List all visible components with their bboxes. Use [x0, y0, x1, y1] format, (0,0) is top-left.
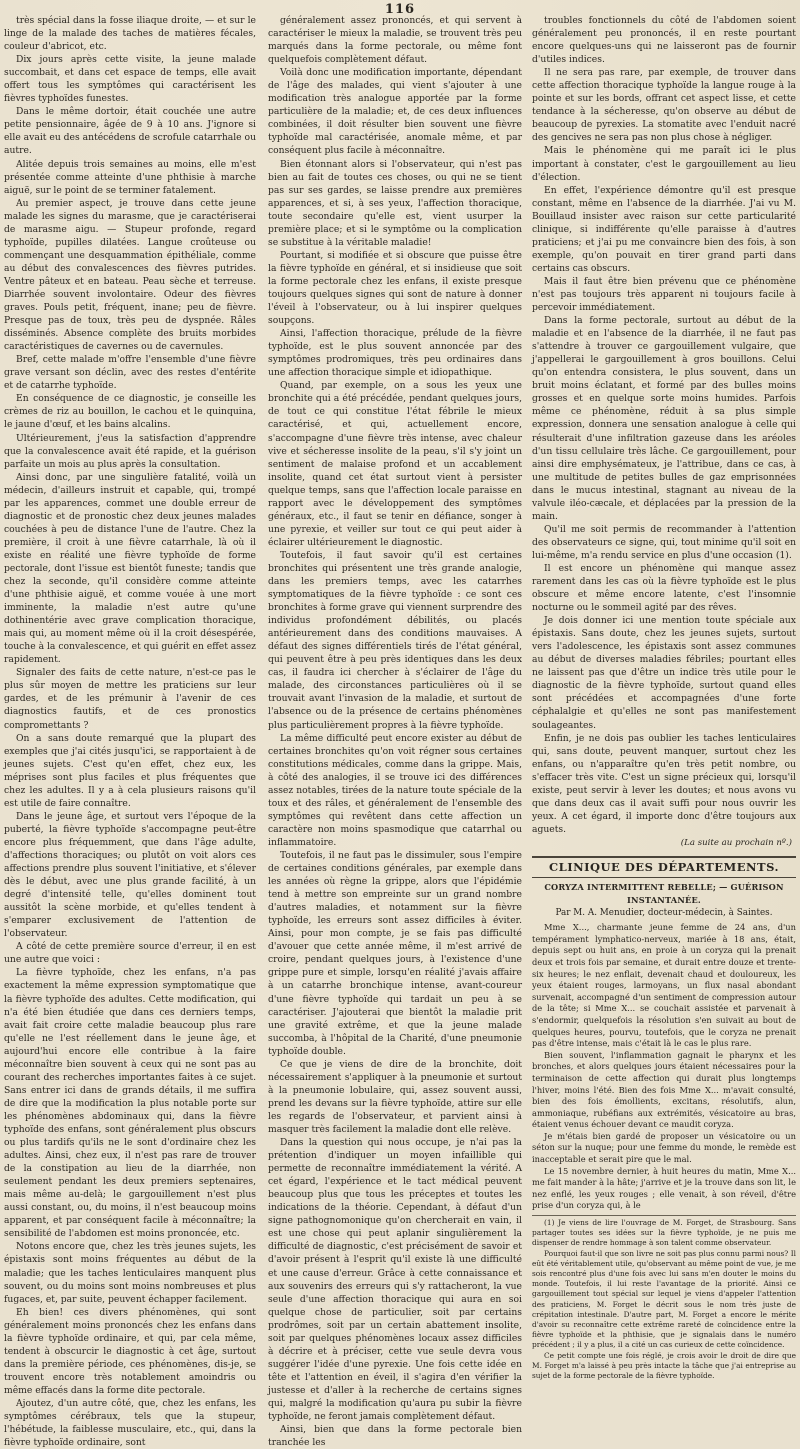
paragraph: A côté de cette première source d'erreur, il en est une autre que voici :: [4, 941, 256, 966]
column-1: [4, 14, 256, 1449]
paragraph: Notons encore que, chez les très jeunes sujets, les épistaxis sont moins fréquentes au début de la maladie; que les taches lenticulaires manquent plus souvent, ou du moins sont moins nombreuses et plus fugaces, et, par suite, peuvent échapper facilement.: [4, 1241, 256, 1305]
paragraph: Alitée depuis trois semaines au moins, elle m'est présentée comme atteinte d'une phthisie à marche aiguë, sur le point de se terminer fatalement.: [4, 158, 256, 196]
continuation-note: (La suite au prochain nº.): [680, 837, 792, 848]
paragraph: Je m'étais bien gardé de proposer un vésicatoire ou un séton sur la nuque; pour une femme du monde, le remède est inacceptable et serait pire que le mal.: [532, 1130, 796, 1165]
paragraph: On a sans doute remarqué que la plupart des exemples que j'ai cités jusqu'ici, se rapportaient à de jeunes sujets. C'est qu'en effet, chez eux, les méprises sont plus faciles et plus fréquentes que chez les adultes. Il y a à cela plusieurs raisons qu'il est utile de faire connaître.: [4, 732, 256, 809]
column-2: [268, 14, 522, 1449]
paragraph: Au premier aspect, je trouve dans cette jeune malade les signes du marasme, que je caractériserai de marasme aigu. — Stupeur profonde, regard typhoïde, pupilles dilatées. Langue croûteuse ou commençant une desquammation épithéliale, comme au début des convalescences des fièvres putrides. Ventre pâteux et en bateau. Peau sèche et terreuse. Diarrhée souvent involontaire. Odeur des fièvres graves. Pouls petit, fréquent, inane; peu de fièvre. Presque pas de toux, très peu de dyspnée. Râles disséminés. Absence complète des bruits morbides caractéristiques de cavernes ou de cavernules.: [4, 197, 256, 353]
paragraph: Dans la question qui nous occupe, je n'ai pas la prétention d'indiquer un moyen infaillible qui permette de reconnaître immédiatement la vérité. A cet égard, l'expérience et le tact médical peuvent beaucoup plus que tous les préceptes et toutes les indications de la théorie. Cependant, à défaut d'un signe pathognomonique qu'on chercherait en vain, il est une chose qui peut aplanir singulièrement la difficulté de diagnostic, c'est précisément de savoir et d'avoir présent à l'esprit qu'il existe là une difficulté et une cause d'erreur. Grâce à cette connaissance et aux souvenirs des erreurs qui s'y rattacheront, la vue seule d'une affection thoracique qui aura en soi quelque chose de particulier, soit par certains prodrômes, soit par un certain abattement insolite, soit par quelques phénomènes locaux assez difficiles à décrire et à préciser, cette vue seule devra vous suggérer l'idée d'une pyrexie. Une fois cette idée en tête et l'attention en éveil, il s'agira d'en vérifier la justesse et d'aller à la recherche de certains signes qui, malgré la modification qu'aura pu subir la fièvre typhoïde, ne feront jamais complètement défaut.: [268, 1137, 522, 1423]
paragraph: Mais le phénomène qui me paraît ici le plus important à constater, c'est le gargouillement au lieu d'élection.: [532, 145, 796, 183]
paragraph: généralement assez prononcés, et qui servent à caractériser le mieux la maladie, se trouvent très peu marqués dans la forme pectorale, ou même font quelquefois complètement défaut.: [268, 15, 522, 66]
paragraph: Signaler des faits de cette nature, n'est-ce pas le plus sûr moyen de mettre les praticiens sur leur gardes, et de les prémunir à l'avenir de ces diagnostics fautifs, et de ces pronostics compromettants ?: [4, 667, 256, 731]
paragraph: Dix jours après cette visite, la jeune malade succombait, et dans cet espace de temps, elle avait offert tous les symptômes qui caractérisent les fièvres typhoïdes funestes.: [4, 54, 256, 105]
paragraph: Enfin, je ne dois pas oublier les taches lenticulaires qui, sans doute, peuvent manquer, surtout chez les enfans, ou n'apparaître qu'en très petit nombre, ou s'effacer très vite. C'est un signe précieux qui, lorsqu'il existe, peut servir à lever les doutes; et nous avons vu que dans deux cas il avait suffi pour nous ouvrir les yeux. A cet égard, il importe donc d'être toujours aux aguets.: [532, 732, 796, 835]
paragraph: Le 15 novembre dernier, à huit heures du matin, Mme X... me fait mander à la hâte; j'arrive et je la trouve dans son lit, le nez enflé, les yeux rouges ; elle venait, à son réveil, d'être prise d'un coryza qui, à le: [532, 1165, 796, 1211]
column-3: [532, 14, 796, 1381]
section-title: CLINIQUE DES DÉPARTEMENTS.: [549, 860, 779, 874]
footnote: (1) Je viens de lire l'ouvrage de M. Forget, de Strasbourg. Sans partager toutes ses idées sur la fièvre typhoïde, je ne puis me dispenser de rendre hommage à son talent comme observateur.: [532, 1218, 796, 1248]
paragraph: Dans le même dortoir, était couchée une autre petite pensionnaire, âgée de 9 à 10 ans. J'ignore si elle avait eu des antécédens de scrofule catarrhale ou autre.: [4, 106, 256, 157]
paragraph: Ainsi donc, par une singulière fatalité, voilà un médecin, d'ailleurs instruit et capable, qui, trompé par les apparences, commet une double erreur de diagnostic et de pronostic chez deux jeunes malades couchées à peu de distance l'une de l'autre. Chez la première, il croit à une fièvre catarrhale, là où il existe en réalité une fièvre typhoïde de forme pectorale, dont l'issue est bientôt funeste; tandis que chez la seconde, qu'il considère comme atteinte d'une phthisie aiguë, et comme vouée à une mort imminente, la maladie n'est autre qu'une dothinentérie avec grave complication thoracique, mais qui, au moment même où il la croit désespérée, touche à la convalescence, et qui guérit en effet assez rapidement.: [4, 471, 256, 666]
paragraph: Ce que je viens de dire de la bronchite, doit nécessairement s'appliquer à la pneumonie et surtout à la pneumonie lobulaire, qui, assez souvent aussi, prend les devans sur la fièvre typhoïde, attire sur elle les regards de l'observateur, et parvient ainsi à masquer très facilement la maladie dont elle relève.: [268, 1058, 522, 1135]
paragraph: Ajoutez, d'un autre côté, que, chez les enfans, les symptômes cérébraux, tels que la stupeur, l'hébétude, la faiblesse musculaire, etc., qui, dans la fièvre typhoïde ordinaire, sont: [4, 1397, 256, 1449]
paragraph: La fièvre typhoïde, chez les enfans, n'a pas exactement la même expression symptomatique que la fièvre typhoïde des adultes. Cette modification, qui n'a été bien étudiée que dans ces derniers temps, avait fait croire cette maladie beaucoup plus rare qu'elle ne l'est réellement dans le jeune âge, et aujourd'hui encore elle contribue à la faire méconnaître bien souvent à ceux qui ne sont pas au courant des recherches importantes faites à ce sujet. Sans entrer ici dans de grands détails, il me suffira de dire que la modification la plus notable porte sur les phénomènes abdominaux qui, dans la fièvre typhoïde des enfans, sont généralement plus obscurs ou plus tardifs qu'ils ne le sont d'ordinaire chez les adultes. Ainsi, chez eux, il n'est pas rare de trouver de la constipation au lieu de la diarrhée, non seulement pendant les deux premiers septenaires, mais même au-delà; le gargouillement n'est plus aussi constant, ou, du moins, il n'est beaucoup moins apparent, et par conséquent facile à méconnaître; la sensibilité de l'abdomen est moins prononcée, etc.: [4, 967, 256, 1240]
paragraph: Je dois donner ici une mention toute spéciale aux épistaxis. Sans doute, chez les jeunes sujets, surtout vers l'adolescence, les épistaxis sont assez communes au début de diverses maladies fébriles; pourtant elles ne laissent pas que d'être un indice très utile pour le diagnostic de la fièvre typhoïde, surtout quand elles sont précédées et accompagnées d'une forte céphalalgie et qu'elles ne sont pas manifestement soulageantes.: [532, 615, 796, 731]
paragraph: Eh bien! ces divers phénomènes, qui sont généralement moins prononcés chez les enfans dans la fièvre typhoïde ordinaire, et qui, par cela même, tendent à obscurcir le diagnostic à cet âge, surtout dans la première période, ces phénomènes, dis-je, se trouvent encore très notablement amoindris ou même effacés dans la forme dite pectorale.: [4, 1306, 256, 1396]
paragraph: Qu'il me soit permis de recommander à l'attention des observateurs ce signe, qui, tout minime qu'il soit en lui-même, m'a rendu service en plus d'une occasion (1).: [532, 523, 796, 561]
paragraph: très spécial dans la fosse iliaque droite, — et sur le linge de la malade des taches de matières fécales, couleur d'abricot, etc.: [4, 15, 256, 53]
paragraph: Toutefois, il ne faut pas le dissimuler, sous l'empire de certaines conditions générales, par exemple dans les années où règne la grippe, alors que l'épidémie tend à mettre son empreinte sur un grand nombre d'autres maladies, et notamment sur la fièvre typhoïde, les erreurs sont assez difficiles à éviter. Ainsi, pour mon compte, je se fais pas difficulté d'avouer que cette année même, il m'est arrivé de croire, pendant quelques jours, à l'existence d'une grippe pure et simple, lorsqu'en réalité j'avais affaire à un catarrhe bronchique intense, avant-coureur d'une fièvre typhoïde qui tardait un peu à se caractériser. J'ajouterai que bientôt la maladie prit une gravité extrême, et que la jeune malade succomba, à l'hôpital de la Charité, d'une pneumonie typhoïde double.: [268, 850, 522, 1057]
column-3-article: [532, 14, 796, 836]
paragraph: Il est encore un phénomène qui manque assez rarement dans les cas où la fièvre typhoïde est le plus obscure et même encore latente, c'est l'insomnie nocturne ou le sommeil agité par des rêves.: [532, 562, 796, 614]
paragraph: Bref, cette malade m'offre l'ensemble d'une fièvre grave versant son déclin, avec des restes d'entérite et de catarrhe typhoïde.: [4, 354, 256, 392]
footnote: Pourquoi faut-il que son livre ne soit pas plus connu parmi nous? Il eût été véritablement utile, qu'observant au même point de vue, je me sois rencontré plus d'une fois avec lui sans m'en douter le moins du monde. Toutefois, il lui reste l'avantage de la priorité. Ainsi ce gargouillement tout spécial sur lequel je viens d'appeler l'attention des praticiens, M. Forget le décrit sous le nom très juste de crépitation intestinale. D'autre part, M. Forget a encore le mérite d'avoir su reconnaître cette extrême rareté de coïncidence entre la fièvre typhoïde et la phthisie, que je signalais dans le numéro précédent ; il y a plus, il a cité un cas curieux de cette coïncidence.: [532, 1248, 796, 1350]
paragraph: Il ne sera pas rare, par exemple, de trouver dans cette affection thoracique typhoïde la langue rouge à la pointe et sur les bords, offrant cet aspect lisse, et cette tendance à la sécheresse, qu'on observe au début de beaucoup de pyrexies. La stomatite avec l'enduit nacré des gencives ne sera pas non plus chose à négliger.: [532, 67, 796, 144]
footnote: Ce petit compte une fois réglé, je crois avoir le droit de dire que M. Forget m'a laissé à peu près intacte la tâche que j'ai entreprise au sujet de la forme pectorale de la fièvre typhoïde.: [532, 1350, 796, 1381]
footnotes: [532, 1215, 796, 1381]
paragraph: Dans la forme pectorale, surtout au début de la maladie et en l'absence de la diarrhée, il ne faut pas s'attendre à trouver ce gargouillement vulgaire, que j'appellerai le gargouillement à gros bouillons. Celui qu'on entendra consistera, le plus souvent, dans un bruit moins éclatant, et formé par des bulles moins grosses et en quelque sorte moins humides. Parfois même ce phénomène, réduit à sa plus simple expression, donnera une sensation analogue à celle qui résulterait d'une infiltration gazeuse dans les aréoles d'un tissu cellulaire très lâche. Ce gargouillement, pour ainsi dire emphysémateux, je l'attribue, dans ce cas, à une multitude de petites bulles de gaz emprisonnées dans le mucus intestinal, stagnant au niveau de la valvule iléo-cæcale, et déplacées par la pression de la main.: [532, 315, 796, 522]
paragraph: troubles fonctionnels du côté de l'abdomen soient généralement peu prononcés, il en reste pourtant encore quelques-uns qui ne laisseront pas de fournir d'utiles indices.: [532, 15, 796, 66]
paragraph: Toutefois, il faut savoir qu'il est certaines bronchites qui présentent une très grande analogie, dans les premiers temps, avec les catarrhes symptomatiques de la fièvre typhoïde : ce sont ces bronchites à forme grave qui viennent surprendre des individus profondément débilités, ou placés antérieurement dans des conditions mauvaises. A défaut des signes différentiels tirés de l'état général, qui peuvent être à peu près identiques dans les deux cas, il faudra ici chercher à s'éclairer de l'âge du malade, des circonstances particulières où il se trouvait avant l'invasion de la maladie, et surtout de l'absence ou de la présence de certains phénomènes plus particulièrement propres à la fièvre typhoïde.: [268, 549, 522, 731]
case-title: CORYZA INTERMITTENT REBELLE; — GUÉRISON INSTANTANÉE.: [544, 882, 784, 906]
paragraph: La même difficulté peut encore exister au début de certaines bronchites qu'on voit régner sous certaines constitutions médicales, comme dans la grippe. Mais, à côté des analogies, il se trouve ici des différences assez notables, tirées de la nature toute spéciale de la toux et des râles, et généralement de l'ensemble des symptômes qui revêtent dans cette affection un caractère non moins spasmodique que catarrhal ou inflammatoire.: [268, 732, 522, 848]
paragraph: Ainsi, bien que dans la forme pectorale bien tranchée les: [268, 1424, 522, 1449]
case-author: Par M. A. Menudier, docteur-médecin, à Saintes.: [555, 908, 773, 919]
paragraph: Dans le jeune âge, et surtout vers l'époque de la puberté, la fièvre typhoïde s'accompagne peut-être encore plus fréquemment, que dans l'âge adulte, d'affections thoraciques; ou plutôt on voit alors ces affections prendre plus souvent l'initiative, et s'élever dès le début, avec une plus grande facilité, à un degré d'intensité telle, qu'elles dominent tout aussitôt la scène morbide, et qu'elles tendent à s'emparer exclusivement de l'attention de l'observateur.: [4, 810, 256, 940]
case-report: [532, 922, 796, 1212]
paragraph: Ultérieurement, j'eus la satisfaction d'apprendre que la convalescence avait été rapide, et la guérison parfaite un mois au plus après la consultation.: [4, 432, 256, 470]
paragraph: Mais il faut être bien prévenu que ce phénomène n'est pas toujours très apparent ni toujours facile à percevoir immédiatement.: [532, 275, 796, 314]
paragraph: Quand, par exemple, on a sous les yeux une bronchite qui a été précédée, pendant quelques jours, de tout ce qui constitue l'état fébrile le mieux caractérisé, et qui, actuellement encore, s'accompagne d'une fièvre très intense, avec chaleur vive et sécheresse insolite de la peau, s'il s'y joint un sentiment de malaise profond et un accablement insolite, quand cet état surtout vient à persister quelque temps, sans que l'affection locale paraisse en rapport avec le développement des symptômes généraux, etc., il faut se tenir en défiance, songer à une pyrexie, et veiller sur tout ce qui peut aider à éclairer ultérieurement le diagnostic.: [268, 380, 522, 548]
section-rule-top: [532, 856, 796, 858]
paragraph: Bien étonnant alors si l'observateur, qui n'est pas bien au fait de toutes ces choses, ou qui ne se tient pas sur ses gardes, se laisse prendre aux premières apparences, et si, à ses yeux, l'affection thoracique, toute secondaire qu'elle est, vient usurper la première place; et si le symptôme ou la complication se substitue à la véritable maladie!: [268, 158, 522, 248]
paragraph: Bien souvent, l'inflammation gagnait le pharynx et les bronches, et alors quelques jours étaient nécessaires pour la terminaison de cette affection qui durait plus longtemps l'hiver, moins l'été. Bien des fois Mme X... m'avait consulté, bien des fois émollients, excitans, résolutifs, alun, ammoniaque, rubéfians aux extrémités, vésicatoire au bras, étaient venus échouer devant ce maudit coryza.: [532, 1049, 796, 1130]
section-rule-bottom: [532, 877, 796, 878]
paragraph: Ainsi, l'affection thoracique, prélude de la fièvre typhoïde, est le plus souvent annoncée par des symptômes prodromiques, très peu ordinaires dans une affection thoracique simple et idiopathique.: [268, 328, 522, 379]
paragraph: Mme X..., charmante jeune femme de 24 ans, d'un tempérament lymphatico-nerveux, mariée à 18 ans, était, depuis sept ou huit ans, en proie à un coryza qui la prenait deux et trois fois par semaine, et durait entre douze et trente-six heures; le nez enflait, devenait chaud et douloureux, les yeux étaient rouges, larmoyans, un flux nasal abondant survenait, accompagné d'un sentiment de compression autour de la tête; si Mme X... se couchait assistée et parvenait à s'endormir, quelquefois la résolution s'en suivait au bout de quelques heures, pourvu, toutefois, que le coryza ne prenait pas d'être intense, mais c'était là le cas le plus rare.: [532, 922, 796, 1049]
paragraph: Pourtant, si modifiée et si obscure que puisse être la fièvre typhoïde en général, et si insidieuse que soit la forme pectorale chez les enfans, il existe presque toujours quelques signes qui sont de nature à donner l'éveil à l'observateur, ou à lui inspirer quelques soupçons.: [268, 249, 522, 327]
paragraph: En conséquence de ce diagnostic, je conseille les crèmes de riz au bouillon, le cachou et le quinquina, le jaune d'œuf, et les bains alcalins.: [4, 393, 256, 431]
paragraph: En effet, l'expérience démontre qu'il est presque constant, même en l'absence de la diarrhée. J'ai vu M. Bouillaud insister avec raison sur cette particularité clinique, si indifférente qu'elle paraisse à d'autres praticiens; et j'ai pu me convaincre bien des fois, à son exemple, qu'on pouvait en tirer grand parti dans certains cas obscurs.: [532, 184, 796, 274]
paragraph: Voilà donc une modification importante, dépendant de l'âge des malades, qui vient s'ajouter à une modification très analogue apportée par la forme particulière de la maladie; et, de ces deux influences combinées, il doit résulter bien souvent une fièvre typhoïde mal caractérisée, anomale même, et par conséquent plus facile à méconnaître.: [268, 67, 522, 157]
page-number: 116: [384, 2, 416, 17]
